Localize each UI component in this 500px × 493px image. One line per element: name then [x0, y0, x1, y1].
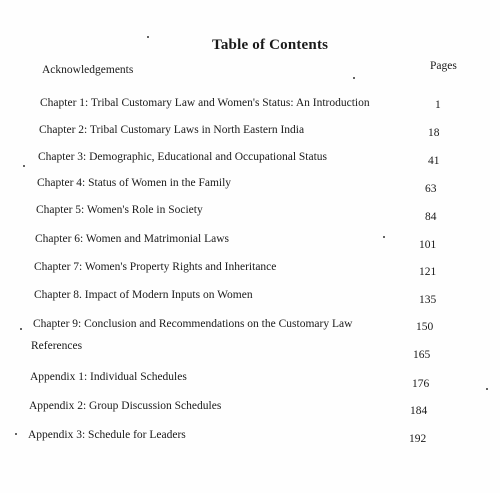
toc-page-chapter-4: 63 [425, 183, 437, 195]
toc-page-chapter-1: 1 [435, 99, 441, 111]
scan-speck [20, 328, 22, 330]
toc-entry-chapter-1: Chapter 1: Tribal Customary Law and Women's Status: An Introduction [40, 97, 370, 109]
toc-entry-chapter-9: Chapter 9: Conclusion and Recommendations on the Customary Law [33, 318, 353, 330]
pages-column-header: Pages [430, 60, 457, 72]
toc-entry-chapter-6: Chapter 6: Women and Matrimonial Laws [35, 233, 230, 245]
scan-speck [383, 236, 385, 238]
scan-speck [147, 36, 149, 38]
toc-page-appendix-1: 176 [412, 378, 430, 390]
toc-page-appendix-3: 192 [409, 433, 427, 445]
scan-speck [353, 77, 355, 79]
toc-entry-chapter-2: Chapter 2: Tribal Customary Laws in North Eastern India [39, 124, 305, 136]
toc-page-appendix-2: 184 [410, 405, 428, 417]
toc-entry-appendix-1: Appendix 1: Individual Schedules [30, 371, 187, 383]
acknowledgements-entry: Acknowledgements [42, 64, 134, 76]
toc-entry-chapter-8: Chapter 8. Impact of Modern Inputs on Women [34, 289, 253, 301]
toc-entry-chapter-5: Chapter 5: Women's Role in Society [36, 204, 203, 216]
toc-page-chapter-6: 101 [419, 239, 437, 251]
scan-speck [486, 388, 488, 390]
toc-entry-chapter-3: Chapter 3: Demographic, Educational and Occupational Status [38, 151, 328, 163]
toc-entry-references: References [31, 340, 83, 352]
toc-page-chapter-8: 135 [419, 294, 437, 306]
toc-page-references: 165 [413, 349, 431, 361]
toc-page-chapter-7: 121 [419, 266, 437, 278]
toc-page-chapter-2: 18 [428, 127, 440, 139]
scan-speck [23, 165, 25, 167]
toc-entry-chapter-4: Chapter 4: Status of Women in the Family [37, 177, 232, 189]
toc-page-chapter-9: 150 [416, 321, 434, 333]
page-title: Table of Contents [212, 37, 329, 53]
toc-page-chapter-5: 84 [425, 211, 437, 223]
scan-speck [15, 433, 17, 435]
toc-entry-appendix-2: Appendix 2: Group Discussion Schedules [29, 400, 222, 412]
toc-page-chapter-3: 41 [428, 155, 440, 167]
toc-entry-appendix-3: Appendix 3: Schedule for Leaders [28, 429, 186, 441]
toc-entry-chapter-7: Chapter 7: Women's Property Rights and Inheritance [34, 261, 277, 273]
